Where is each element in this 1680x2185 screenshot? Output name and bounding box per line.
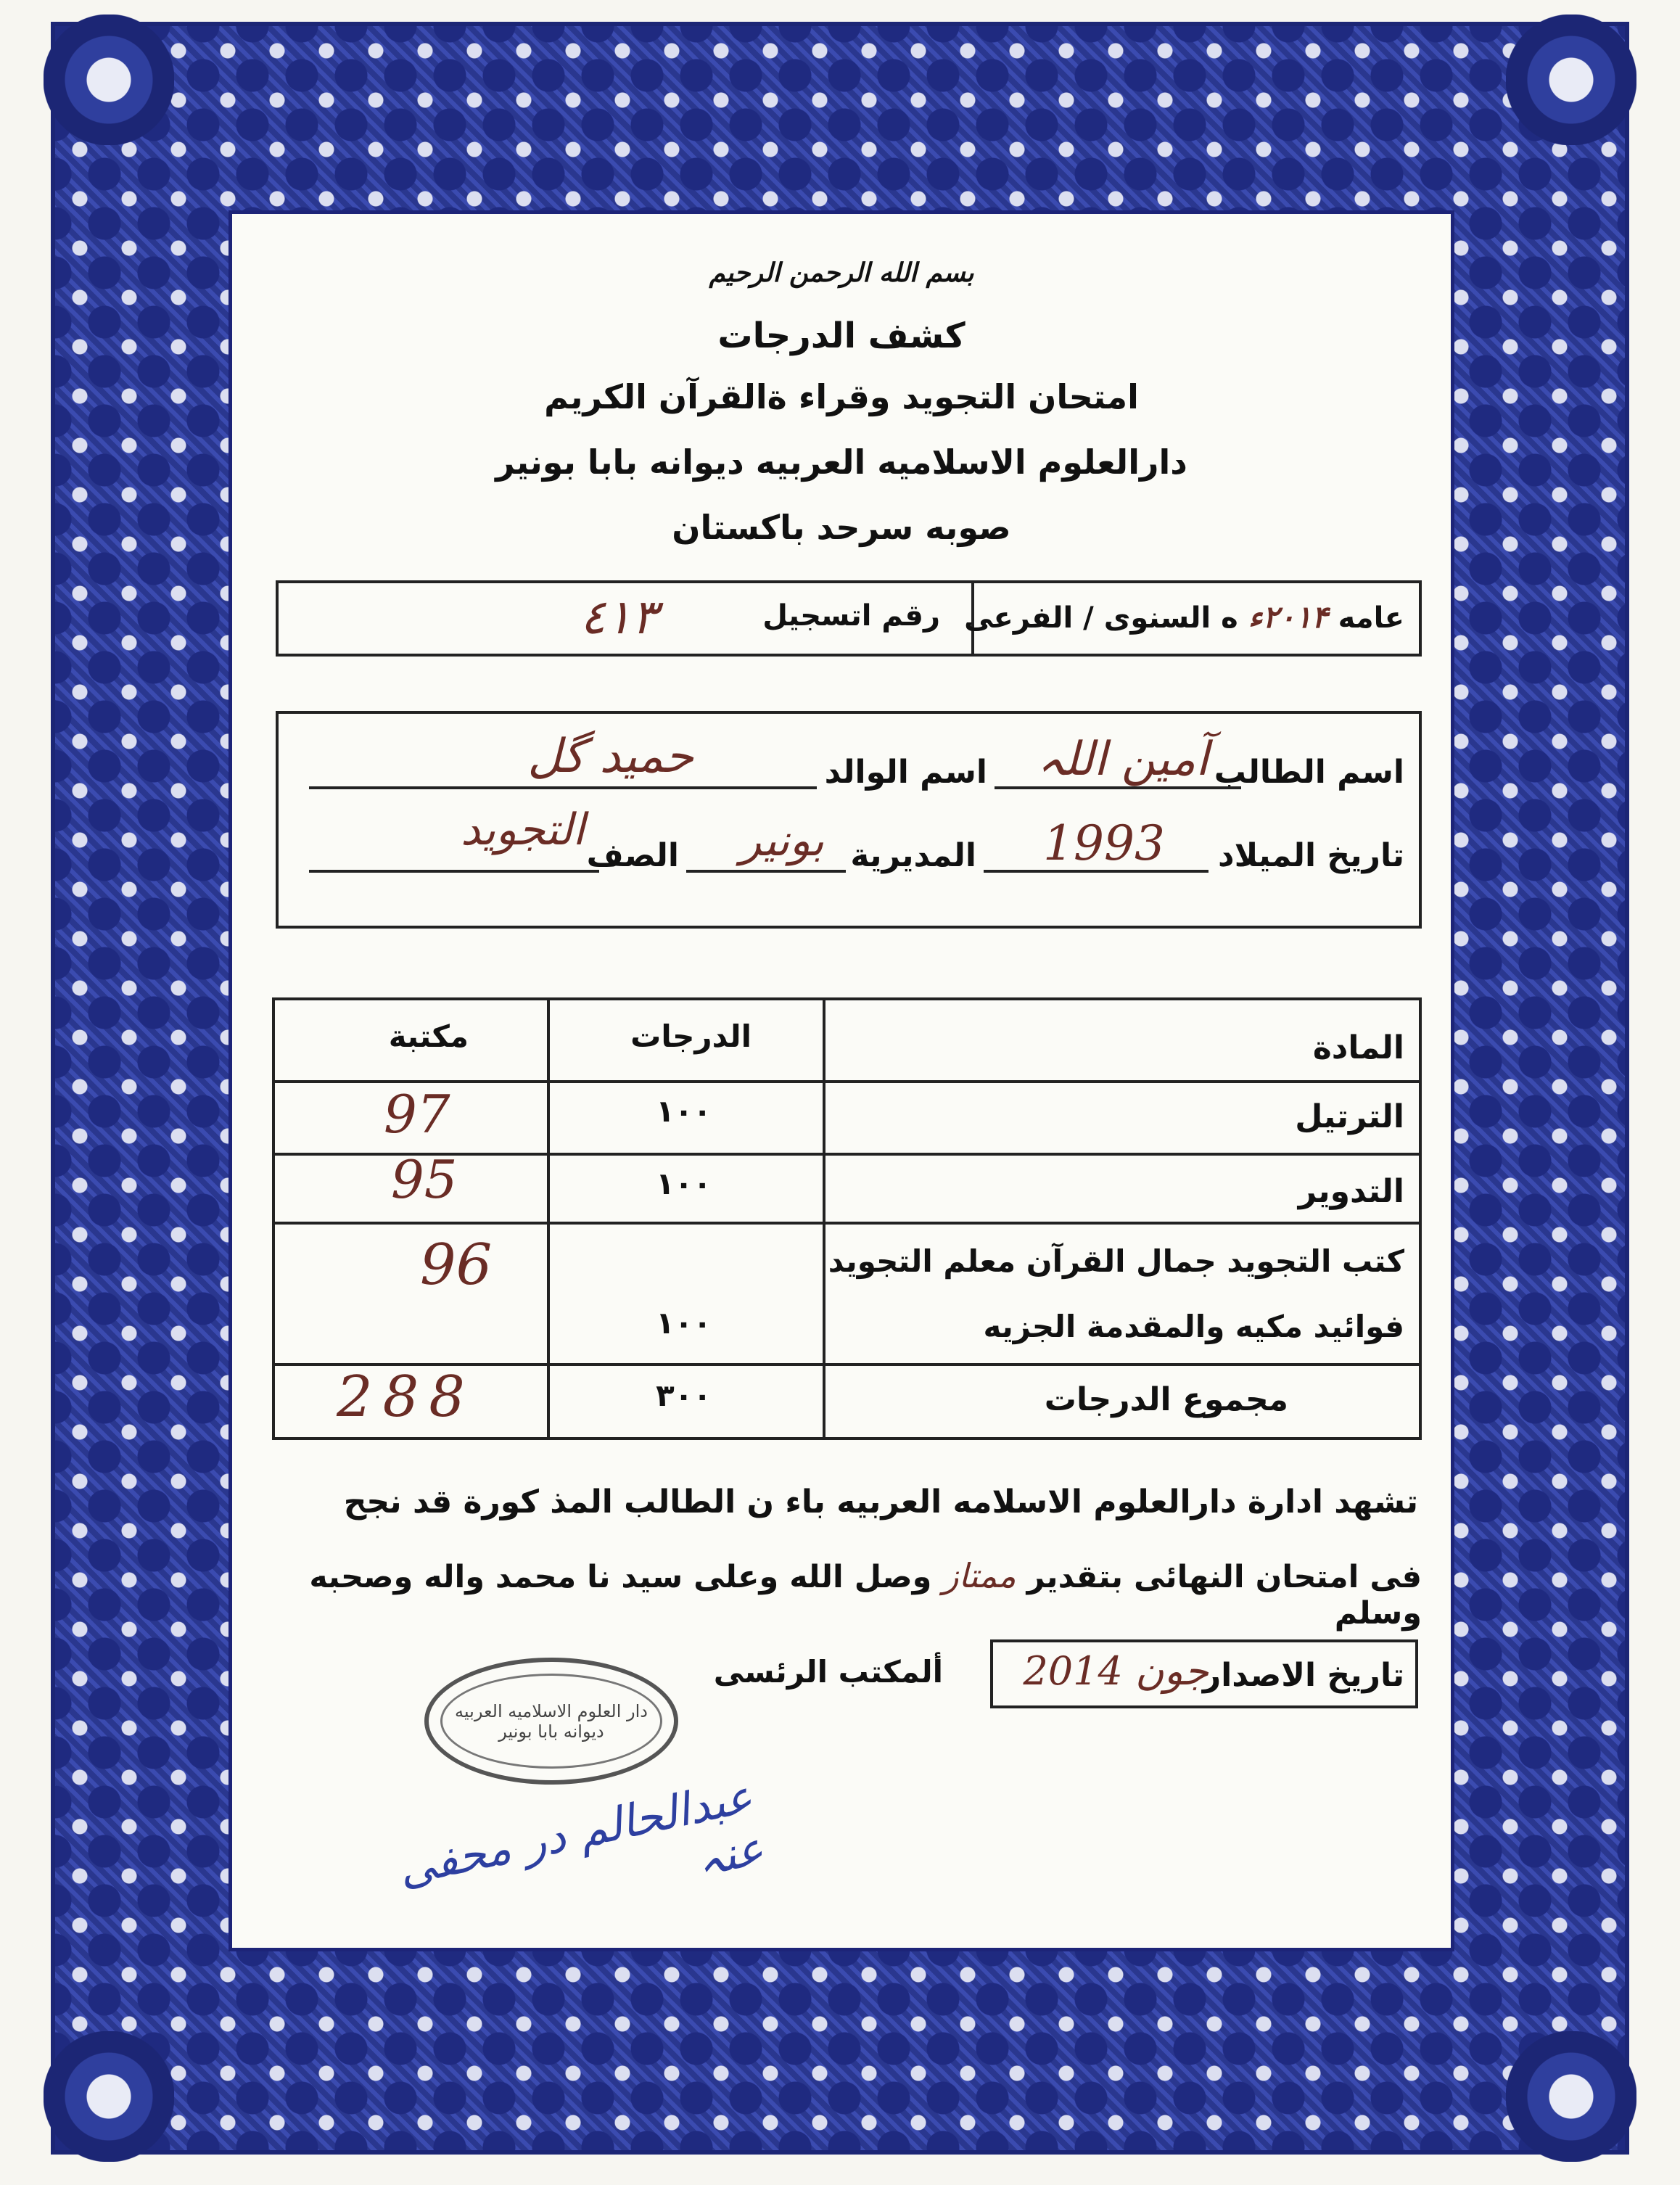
marks-table: [272, 997, 1422, 1440]
class-label: الصف: [586, 837, 679, 874]
corner-ornament-bottom-left: [44, 2031, 174, 2162]
total-max: ٣٠٠: [656, 1378, 712, 1413]
registration-number: ٤١٣: [580, 589, 657, 645]
institution-name: دارالعلوم الاسلاميه العربيه ديوانه بابا بونير: [495, 443, 1187, 482]
year-field: [964, 599, 1404, 635]
student-name-label: اسم الطالب: [1214, 754, 1404, 791]
corner-ornament-top-left: [44, 15, 174, 145]
dob-label: تاريخ الميلاد: [1218, 837, 1404, 874]
header-max-marks: الدرجات: [630, 1019, 752, 1054]
issue-date-box: [990, 1639, 1418, 1708]
student-name-value: آمین اللہ: [1037, 733, 1208, 786]
certification-line-2-end: وصل الله وعلى سيد نا محمد واله وصحبه وسلم: [309, 1559, 1422, 1631]
exam-subtitle: امتحان التجويد وقراء ةالقرآن الكريم: [544, 377, 1139, 416]
subject-tajweed-books-line2: فوائيد مكيه والمقدمة الجزيه: [983, 1309, 1404, 1344]
subject-tarteel: الترتيل: [1295, 1098, 1404, 1135]
certification-line-2-start: فى امتحان النهائى بتقدير: [1026, 1559, 1422, 1595]
registration-box: [276, 580, 1422, 657]
header-obtained: مكتبة: [388, 1019, 469, 1054]
obtained-tajweed-books: 96: [420, 1233, 493, 1298]
subject-tadweer: التدوير: [1298, 1173, 1404, 1210]
grade-value: ممتاز: [942, 1556, 1016, 1595]
issue-date-label: تاريخ الاصدار: [1202, 1657, 1404, 1694]
subject-tajweed-books: كتب التجويد جمال القرآن معلم التجويد: [828, 1243, 1404, 1279]
total-obtained: 288: [337, 1365, 475, 1430]
stamp-text: دار العلوم الاسلامیه العربیه: [455, 1700, 648, 1721]
student-info-box: [276, 711, 1422, 929]
head-office-label: ألمكتب الرئسى: [713, 1654, 943, 1690]
father-name-label: اسم الوالد: [824, 754, 987, 791]
max-tajweed-books: ١٠٠: [656, 1305, 712, 1341]
district-value: بونیر: [740, 815, 824, 866]
stamp-text-2: دیوانه بابا بونیر: [498, 1721, 604, 1742]
total-label: مجموع الدرجات: [1044, 1381, 1288, 1418]
certification-line-2: [232, 1556, 1422, 1631]
dob-value: 1993: [1043, 815, 1165, 871]
district-label: المديرية: [850, 837, 976, 874]
year-suffix: ه السنوى / الفرعى: [964, 601, 1238, 635]
issue-date-value: جون 2014: [1023, 1648, 1208, 1694]
registration-label: رقم اتسجيل: [762, 599, 940, 633]
class-value: التجويد: [461, 805, 585, 855]
signature: عبدالحالم در محفی عنہ: [393, 1769, 768, 1896]
header-subject: المادة: [1312, 1029, 1404, 1066]
corner-ornament-top-right: [1506, 15, 1636, 145]
document-title: كشف الدرجات: [717, 316, 965, 356]
province-name: صوبه سرحد باكستان: [672, 508, 1011, 547]
corner-ornament-bottom-right: [1506, 2031, 1636, 2162]
obtained-tadweer: 95: [391, 1149, 458, 1210]
certification-line-1: تشهد ادارة دارالعلوم الاسلامه العربيه باء ن الطالب المذ كورة قد نجح: [343, 1484, 1418, 1521]
obtained-tarteel: 97: [384, 1084, 450, 1145]
year-label: عامه: [1338, 601, 1404, 635]
basmala: بسم الله الرحمن الرحيم: [709, 258, 974, 288]
certificate-paper: [228, 210, 1454, 1951]
max-tarteel: ١٠٠: [656, 1093, 712, 1129]
max-tadweer: ١٠٠: [656, 1166, 712, 1201]
institution-stamp: [424, 1658, 678, 1785]
year-value: ٢٠١۴ء: [1248, 599, 1328, 635]
father-name-value: حمید گل: [527, 730, 693, 783]
